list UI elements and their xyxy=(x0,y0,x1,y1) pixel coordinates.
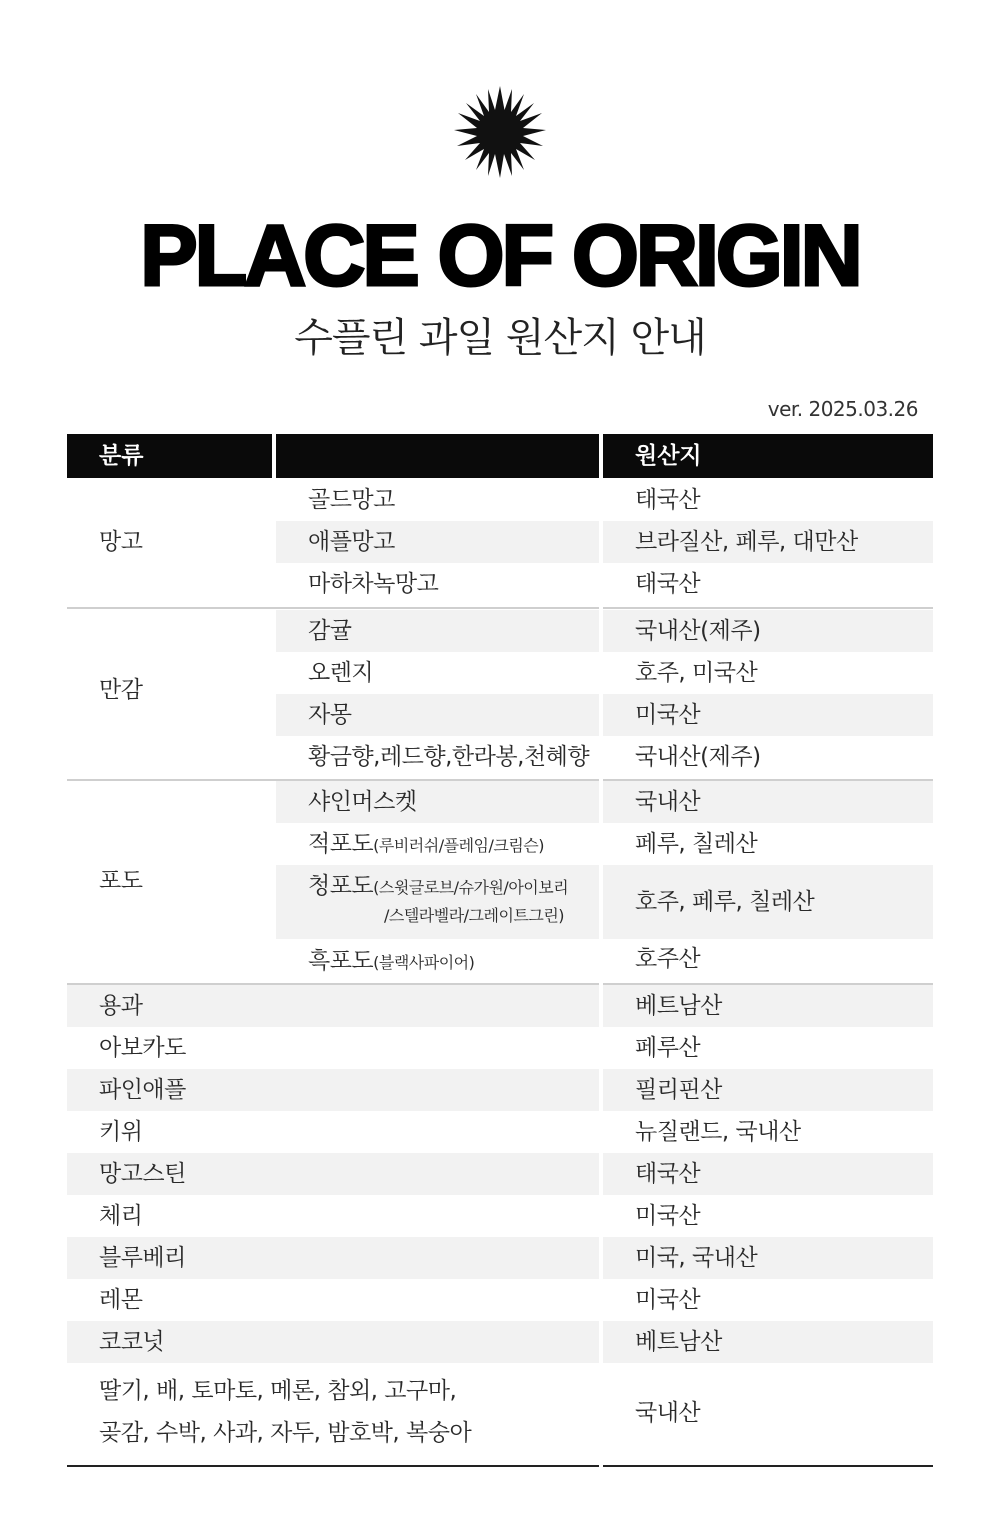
item-name: 애플망고 xyxy=(276,521,599,563)
item-origin: 페루, 칠레산 xyxy=(635,831,758,857)
item-name: 황금향,레드향,한라봉,천혜향 xyxy=(308,744,590,770)
item-origin: 태국산 xyxy=(635,487,701,513)
table-bottom-border xyxy=(67,1465,599,1467)
item-note: (루비러쉬/플레임/크림슨) xyxy=(373,836,544,855)
fruit-name: 블루베리 xyxy=(67,1237,599,1279)
item-note: (스윗글로브/슈가원/아이보리 xyxy=(373,878,569,897)
fruit-name: 키위 xyxy=(99,1119,143,1145)
fruit-name: 레몬 xyxy=(99,1287,143,1313)
item-name-with-note xyxy=(276,823,599,867)
item-origin: 태국산 xyxy=(635,571,701,597)
item-name: 샤인머스켓 xyxy=(276,781,599,823)
category-label: 망고 xyxy=(99,529,143,555)
fruit-list-line: 곶감, 수박, 사과, 자두, 밤호박, 복숭아 xyxy=(99,1420,472,1446)
fruit-origin: 베트남산 xyxy=(603,985,933,1027)
page-title: PLACE OF ORIGIN xyxy=(140,208,860,304)
item-note: (블랙사파이어) xyxy=(373,953,475,972)
fruit-origin: 필리핀산 xyxy=(603,1069,933,1111)
divider xyxy=(67,607,599,609)
item-name: 적포도 xyxy=(308,831,374,857)
item-origin: 국내산(제주) xyxy=(603,610,933,652)
fruit-origin: 베트남산 xyxy=(603,1321,933,1363)
fruit-origin: 뉴질랜드, 국내산 xyxy=(635,1119,801,1145)
item-name: 마하차녹망고 xyxy=(308,571,439,597)
item-name: 자몽 xyxy=(276,694,599,736)
item-origin: 호주, 미국산 xyxy=(635,660,758,686)
item-name-with-note xyxy=(276,865,599,939)
fruit-origin: 미국, 국내산 xyxy=(603,1237,933,1279)
table-bottom-border xyxy=(603,1465,933,1467)
fruit-origin: 미국산 xyxy=(635,1203,701,1229)
item-origin: 미국산 xyxy=(603,694,933,736)
item-origin: 호주, 페루, 칠레산 xyxy=(603,865,933,939)
fruit-origin: 미국산 xyxy=(635,1287,701,1313)
sunburst-icon xyxy=(454,86,546,178)
item-name-with-note xyxy=(276,940,599,984)
fruit-list-line: 딸기, 배, 토마토, 메론, 참외, 고구마, xyxy=(99,1378,457,1404)
divider xyxy=(603,607,933,609)
header-item xyxy=(276,434,599,478)
item-note: /스텔라벨라/그레이트그린) xyxy=(384,906,565,925)
page-subtitle: 수플린 과일 원산지 안내 xyxy=(294,315,706,361)
item-name: 흑포도 xyxy=(308,948,374,974)
category-label: 만감 xyxy=(99,677,143,703)
item-origin: 국내산 xyxy=(603,781,933,823)
item-origin: 브라질산, 페루, 대만산 xyxy=(603,521,933,563)
category-label: 포도 xyxy=(99,868,143,894)
item-name: 감귤 xyxy=(276,610,599,652)
fruit-name: 망고스틴 xyxy=(67,1153,599,1195)
fruit-name: 체리 xyxy=(99,1203,143,1229)
fruit-origin: 국내산 xyxy=(635,1400,701,1426)
item-origin: 국내산(제주) xyxy=(635,744,761,770)
item-name: 오렌지 xyxy=(308,660,374,686)
fruit-name: 아보카도 xyxy=(99,1035,186,1061)
fruit-name: 파인애플 xyxy=(67,1069,599,1111)
header-category: 분류 xyxy=(67,434,272,478)
header-origin: 원산지 xyxy=(603,434,933,478)
fruit-name: 용과 xyxy=(67,985,599,1027)
item-name: 골드망고 xyxy=(308,487,395,513)
item-origin: 호주산 xyxy=(635,946,701,972)
item-name: 청포도 xyxy=(308,873,374,899)
fruit-name: 코코넛 xyxy=(67,1321,599,1363)
version-label: ver. 2025.03.26 xyxy=(767,397,918,421)
fruit-origin: 페루산 xyxy=(635,1035,701,1061)
fruit-origin: 태국산 xyxy=(603,1153,933,1195)
